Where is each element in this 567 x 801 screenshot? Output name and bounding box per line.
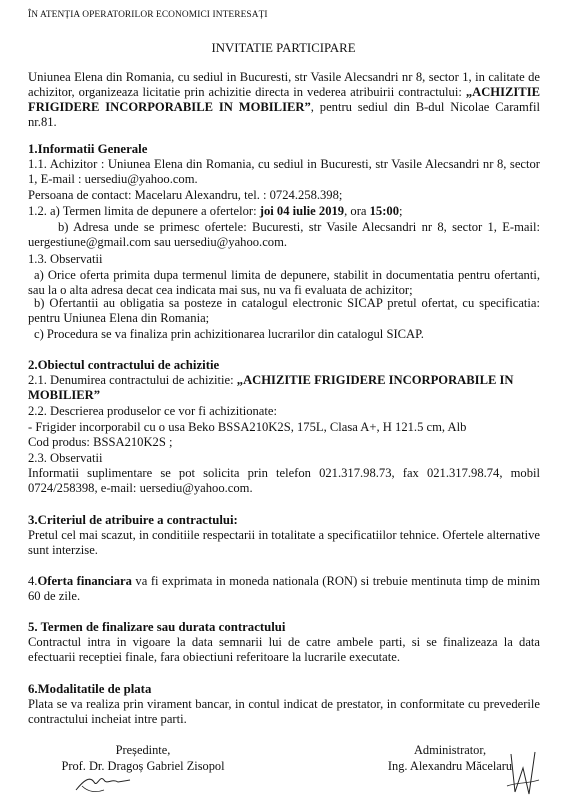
section-4-body: va fi exprimata in moneda nationala (RON) si trebuie mentinuta timp de minim 60 de zile.: [28, 574, 540, 603]
deadline-date: joi 04 iulie 2019: [259, 204, 345, 218]
section-2-product-code: Cod produs: BSSA210K2S ;: [28, 435, 173, 449]
deadline-label: 1.2. a) Termen limita de depunere a ofertelor:: [28, 204, 260, 218]
handwritten-signature-right: [505, 748, 541, 798]
section-1-deadline: [28, 204, 540, 219]
signature-left-name: Prof. Dr. Dragoș Gabriel Zisopol: [61, 759, 225, 773]
section-2-product: - Frigider incorporabil cu o usa Beko BSSA210K2S, 175L, Clasa A+, H 121.5 cm, Alb: [28, 420, 467, 434]
handwritten-signature-left: [74, 766, 134, 796]
denumire-label: 2.1. Denumirea contractului de achizitie:: [28, 373, 237, 387]
signature-left: [28, 742, 258, 774]
section-1-observatii-label: 1.3. Observatii: [28, 252, 103, 266]
section-2-info: Informatii suplimentare se pot solicita prin telefon 021.317.98.73, fax 021.317.98.74, mobil 0724/258398, e-mail: uersediu@yahoo.com.: [28, 466, 540, 495]
section-1-obs-c: c) Procedura se va finaliza prin achizitionarea lucrarilor din catalogul SICAP.: [34, 327, 424, 341]
intro-paragraph: [28, 70, 540, 130]
section-3-heading: 3.Criteriul de atribuire a contractului:: [28, 513, 238, 527]
section-1-obs-a: a) Orice oferta primita dupa termenul limita de depunere, stabilit in documentatia pentru ofertanti, sau la o alta adresa decat cea indicata mai sus, nu va fi evaluata de achizitor;: [28, 268, 540, 297]
section-2-descriere-label: 2.2. Descrierea produselor ce vor fi achizitionate:: [28, 404, 277, 418]
section-2-heading: 2.Obiectul contractului de achizitie: [28, 358, 220, 372]
section-1-obs-b: b) Ofertantii au obligatia sa posteze in catalogul electronic SICAP pretul ofertat, cu specificatia: pentru Uniunea Elena din Romania;: [28, 296, 540, 325]
section-5-heading: 5. Termen de finalizare sau durata contractului: [28, 620, 286, 634]
section-2-observatii-label: 2.3. Observatii: [28, 451, 103, 465]
section-4-heading: Oferta financiara: [37, 574, 132, 588]
intro-text-end: , pentru sediul din B-dul Nicolae Caramfil nr.81.: [28, 100, 541, 129]
signature-right-role: Administrator,: [413, 743, 487, 757]
deadline-time: 15:00: [369, 204, 400, 218]
signature-left-role: Președinte,: [115, 743, 171, 757]
deadline-hour-label: , ora: [344, 204, 370, 218]
intro-text: Uniunea Elena din Romania, cu sediul in Bucuresti, str Vasile Alecsandri nr 8, sector 1, in calitate de achizitor, organizeaza licitatie prin achizitie directa in vederea atribuirii contractului:: [28, 70, 540, 99]
section-1-achizitor: 1.1. Achizitor : Uniunea Elena din Romania, cu sediul in Bucuresti, str Vasile Alecsandri nr 8, sector 1, E-mail : uersediu@yahoo.com.: [28, 157, 540, 186]
signature-right-name: Ing. Alexandru Măcelaru: [387, 759, 513, 773]
section-5-body: Contractul intra in vigoare la data semnarii lui de catre ambele parti, si se finalizeaza la data efectuarii receptiei finale, fara obiectiuni referitoare la lucrarile executate.: [28, 635, 540, 664]
section-6-body: Plata se va realiza prin virament bancar, in contul indicat de prestator, in conformitate cu prevederile contractului incheiat intre parti.: [28, 697, 540, 726]
section-1-heading: 1.Informatii Generale: [28, 142, 148, 156]
document-title: INVITATIE PARTICIPARE: [211, 41, 356, 55]
contract-object-title: „ACHIZITIE FRIGIDERE INCORPORABILE IN MOBILIER”: [28, 85, 540, 114]
denumire-value: „ACHIZITIE FRIGIDERE INCORPORABILE IN MOBILIER”: [28, 373, 514, 402]
section-1-contact: Persoana de contact: Macelaru Alexandru, tel. : 0724.258.398;: [28, 188, 343, 202]
section-4-number: 4.: [28, 574, 38, 588]
section-1-address: b) Adresa unde se primesc ofertele: Bucuresti, str Vasile Alecsandri nr 8, sector 1, E-mail: uergestiune@gmail.com sau uersediu@yahoo.com.: [28, 220, 540, 249]
section-6-heading: 6.Modalitatile de plata: [28, 682, 152, 696]
deadline-end: ;: [399, 204, 403, 218]
section-2-denumire: [28, 373, 540, 403]
section-4-paragraph: [28, 574, 540, 604]
header-note: ÎN ATENȚIA OPERATORILOR ECONOMICI INTERESAȚI: [28, 10, 268, 20]
section-3-body: Pretul cel mai scazut, in conditiile respectarii in totalitate a specificatiilor tehnice. Ofertele alternative sunt interzise.: [28, 528, 540, 557]
